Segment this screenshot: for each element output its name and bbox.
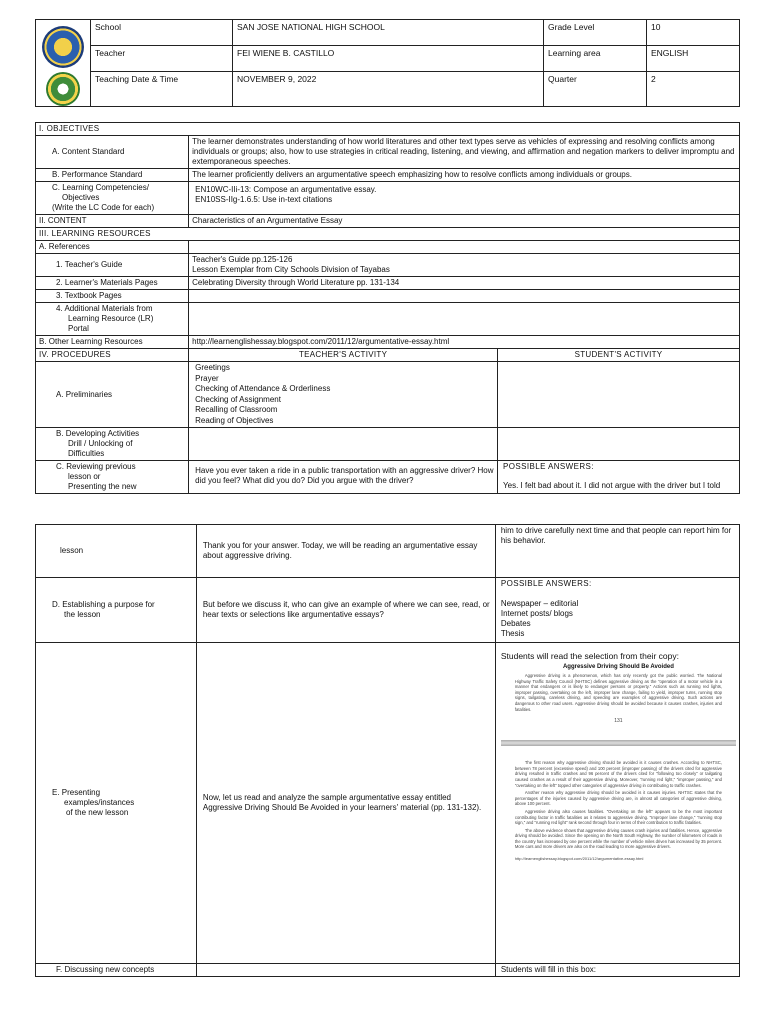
lesson-student: him to drive carefully next time and that people can report him for his behavior.: [495, 525, 739, 578]
teachers-guide-value: [189, 254, 740, 277]
school-value: SAN JOSE NATIONAL HIGH SCHOOL: [233, 20, 544, 46]
developing-activities-label: [36, 428, 189, 461]
preliminary-item: Checking of Assignment: [195, 394, 281, 404]
essay-source-url: http://learnenglishessay.blogspot.com/2011/12/argumentative-essay.html: [514, 856, 644, 862]
presenting-student-text: Students will read the selection from their copy:: [500, 651, 679, 661]
logo-cell: [36, 20, 91, 107]
additional-materials-label: [36, 303, 189, 336]
purpose-student: [495, 578, 739, 643]
reviewing-line: C. Reviewing previous: [56, 462, 136, 471]
lesson-teacher: Thank you for your answer. Today, we will be reading an argumentative essay about aggressive driving.: [196, 525, 495, 578]
essay-excerpt-image: [501, 663, 736, 864]
textbook-pages-label: 3. Textbook Pages: [36, 290, 189, 303]
additional-materials-line: Portal: [68, 324, 89, 333]
purpose-line: the lesson: [64, 610, 101, 619]
discussing-teacher: [196, 964, 495, 977]
answer-item: Thesis: [500, 629, 525, 638]
preliminary-item: Reading of Objectives: [195, 415, 274, 425]
other-resources-value: http://learnenglishessay.blogspot.com/2011/12/argumentative-essay.html: [189, 336, 740, 349]
preliminaries-items: [189, 362, 498, 428]
developing-activities-student: [498, 428, 740, 461]
school-label: School: [91, 20, 233, 46]
reviewing-teacher: Have you ever taken a ride in a public transportation with an aggressive driver? How did you feel? What did you do? Did you argue with the driver?: [189, 461, 498, 494]
preliminary-item: Greetings: [195, 363, 230, 372]
date-value: NOVEMBER 9, 2022: [233, 72, 544, 107]
procedures-heading: IV. PROCEDURES: [36, 349, 189, 362]
competencies-label-line: Objectives: [62, 193, 100, 202]
essay-paragraph: The above evidence shows that aggressive driving causes crash injuries and fatalities. Hence, aggressive driving should be avoided. Since the opening on the North South Highway, the number of kilometers of roads in the country has increased by one percent while the number of vehicle miles driven has increased by 35 percent. More cars and more drivers are also on the road leading to more aggressive drivers.: [514, 827, 723, 850]
teacher-activity-heading: TEACHER'S ACTIVITY: [189, 349, 498, 362]
preliminaries-student: [498, 362, 740, 428]
reviewing-answer: Yes. I felt bad about it. I did not argue with the driver but I told: [503, 481, 721, 490]
performance-standard-label: B. Performance Standard: [36, 169, 189, 182]
essay-paragraph: Aggressive driving also causes fatalities. "Overtaking on the left" appears to be the most important contributing factor in traffic fatalities as it relates to aggressive driving. "Improper lane change," "running stop sign," and "running red light" rank second through four in terms of their contribution to traffic fatalities.: [514, 808, 722, 826]
page-divider: [501, 740, 736, 746]
content-heading: II. CONTENT: [36, 215, 189, 228]
competency-item: EN10WC-IIi-13: Compose an argumentative essay.: [195, 185, 377, 194]
purpose-label: [36, 578, 197, 643]
content-standard-text: The learner demonstrates understanding of how world literatures and other text types serve as vehicles of expressing and resolving conflicts among individuals or groups; also, how to use strategies in critical reading, listening, and viewing, and affirmation and negation markers to deliver impromptu and extemporaneous speeches.: [189, 136, 740, 169]
learners-materials-label: 2. Learner's Materials Pages: [36, 277, 189, 290]
essay-page-number: 131: [614, 718, 623, 725]
lesson-label: lesson: [36, 525, 197, 578]
additional-materials-line: 4. Additional Materials from: [56, 304, 153, 313]
presenting-student: [495, 643, 739, 964]
essay-paragraph: The first reason why aggressive driving should be avoided is it causes crashes. According to NHTSC, between 78 percent (excessive speed) and 100 percent (improper passing) of the drivers cited for aggressive driving resulted in traffic crashes and 96 percent of the drivers cited for "following too closely" or tailgating caused crashes as a result of their aggressive driving. Moreover, "running red light," "improper passing," and "overtaking on the left" topped other categories of aggressive driving in contributing to traffic crashes.: [514, 760, 722, 788]
textbook-pages-value: [189, 290, 740, 303]
lesson-plan-table-2: [35, 524, 740, 977]
possible-answers-label: POSSIBLE ANSWERS:: [503, 462, 594, 471]
discussing-student: Students will fill in this box:: [495, 964, 739, 977]
purpose-teacher: But before we discuss it, who can give an example of where we can see, read, or hear texts or selections like argumentative essays?: [196, 578, 495, 643]
area-label: Learning area: [544, 46, 647, 72]
developing-activities-line: Difficulties: [68, 449, 105, 458]
teacher-value: FEI WIENE B. CASTILLO: [233, 46, 544, 72]
competency-item: EN10SS-IIg-1.6.5: Use in-text citations: [195, 195, 333, 204]
grade-label: Grade Level: [544, 20, 647, 46]
preliminary-item: Checking of Attendance & Orderliness: [195, 384, 331, 393]
teachers-guide-label: 1. Teacher's Guide: [36, 254, 189, 277]
presenting-line: examples/instances: [64, 798, 135, 807]
presenting-line: E. Presenting: [52, 788, 101, 797]
additional-materials-value: [189, 303, 740, 336]
other-resources-label: B. Other Learning Resources: [36, 336, 189, 349]
teachers-guide-line: Lesson Exemplar from City Schools Division of Tayabas: [192, 265, 390, 274]
date-label: Teaching Date & Time: [91, 72, 233, 107]
school-seal-icon: [42, 26, 84, 68]
developing-activities-line: Drill / Unlocking of: [68, 439, 133, 448]
answer-item: Newspaper – editorial: [500, 599, 579, 608]
competencies-label-line: C. Learning Competencies/: [52, 183, 149, 192]
area-value: ENGLISH: [647, 46, 740, 72]
additional-materials-line: Learning Resource (LR): [68, 314, 154, 323]
grade-value: 10: [647, 20, 740, 46]
developing-activities-line: B. Developing Activities: [56, 429, 140, 438]
student-activity-heading: STUDENT'S ACTIVITY: [498, 349, 740, 362]
possible-answers-label: POSSIBLE ANSWERS:: [500, 579, 592, 588]
competencies-text: [189, 182, 740, 215]
references-value: [189, 241, 740, 254]
preliminary-item: Recalling of Classroom: [195, 405, 278, 414]
developing-activities-teacher: [189, 428, 498, 461]
competencies-label: [36, 182, 189, 215]
header-table: [35, 19, 740, 107]
learners-materials-value: Celebrating Diversity through World Literature pp. 131-134: [189, 277, 740, 290]
references-label: A. References: [36, 241, 189, 254]
purpose-line: D. Establishing a purpose for: [52, 600, 155, 609]
essay-paragraph: Aggressive driving is a phenomenon, which has only recently got the public worried. The National Highway Traffic Safety Council (NHTSC) defines aggressive driving as the "operation of a motor vehicle in a manner that endangers or is likely to endanger persons or property." Actions such as running red lights, improper passing, overtaking on the left, improper lane change, failing to yield, improper turns, running stop signs, tailgating, careless driving, and speeding are examples of aggressive driving. Such actions are dangerous to other road users. Aggressive driving should be avoided because it causes crashes, injuries and fatalities.: [514, 673, 722, 712]
competencies-label-line: (Write the LC Code for each): [52, 203, 155, 212]
teacher-label: Teacher: [91, 46, 233, 72]
essay-paragraph: Another reason why aggressive driving should be avoided is it causes injuries. NHTSC states that the percentages of the injuries caused by aggressive driving are, in almost all categories of aggressive driving, above 100 percent.: [514, 790, 722, 807]
preliminary-item: Prayer: [195, 373, 219, 383]
objectives-heading: I. OBJECTIVES: [36, 123, 740, 136]
lesson-plan-table-1: [35, 122, 740, 494]
reviewing-label: [36, 461, 189, 494]
teachers-guide-line: Teacher's Guide pp.125-126: [192, 255, 293, 264]
presenting-label: [36, 643, 197, 964]
division-seal-icon: [46, 72, 80, 106]
content-value: Characteristics of an Argumentative Essay: [189, 215, 740, 228]
reviewing-line: lesson or: [68, 472, 101, 481]
reviewing-line: Presenting the new: [68, 482, 137, 491]
quarter-value: 2: [647, 72, 740, 107]
resources-heading: III. LEARNING RESOURCES: [36, 228, 740, 241]
presenting-line: of the new lesson: [66, 808, 129, 817]
essay-title: Aggressive Driving Should Be Avoided: [562, 664, 674, 670]
discussing-label: F. Discussing new concepts: [36, 964, 197, 977]
presenting-teacher: Now, let us read and analyze the sample argumentative essay entitled Aggressive Driving Should Be Avoided in your learners' material (pp. 131-132).: [196, 643, 495, 964]
reviewing-student: [498, 461, 740, 494]
performance-standard-text: The learner proficiently delivers an argumentative speech emphasizing how to resolve conflicts among individuals or groups.: [189, 169, 740, 182]
answer-item: Debates: [500, 619, 531, 628]
preliminaries-label: A. Preliminaries: [36, 362, 189, 428]
content-standard-label: A. Content Standard: [36, 136, 189, 169]
answer-item: Internet posts/ blogs: [500, 609, 573, 618]
quarter-label: Quarter: [544, 72, 647, 107]
